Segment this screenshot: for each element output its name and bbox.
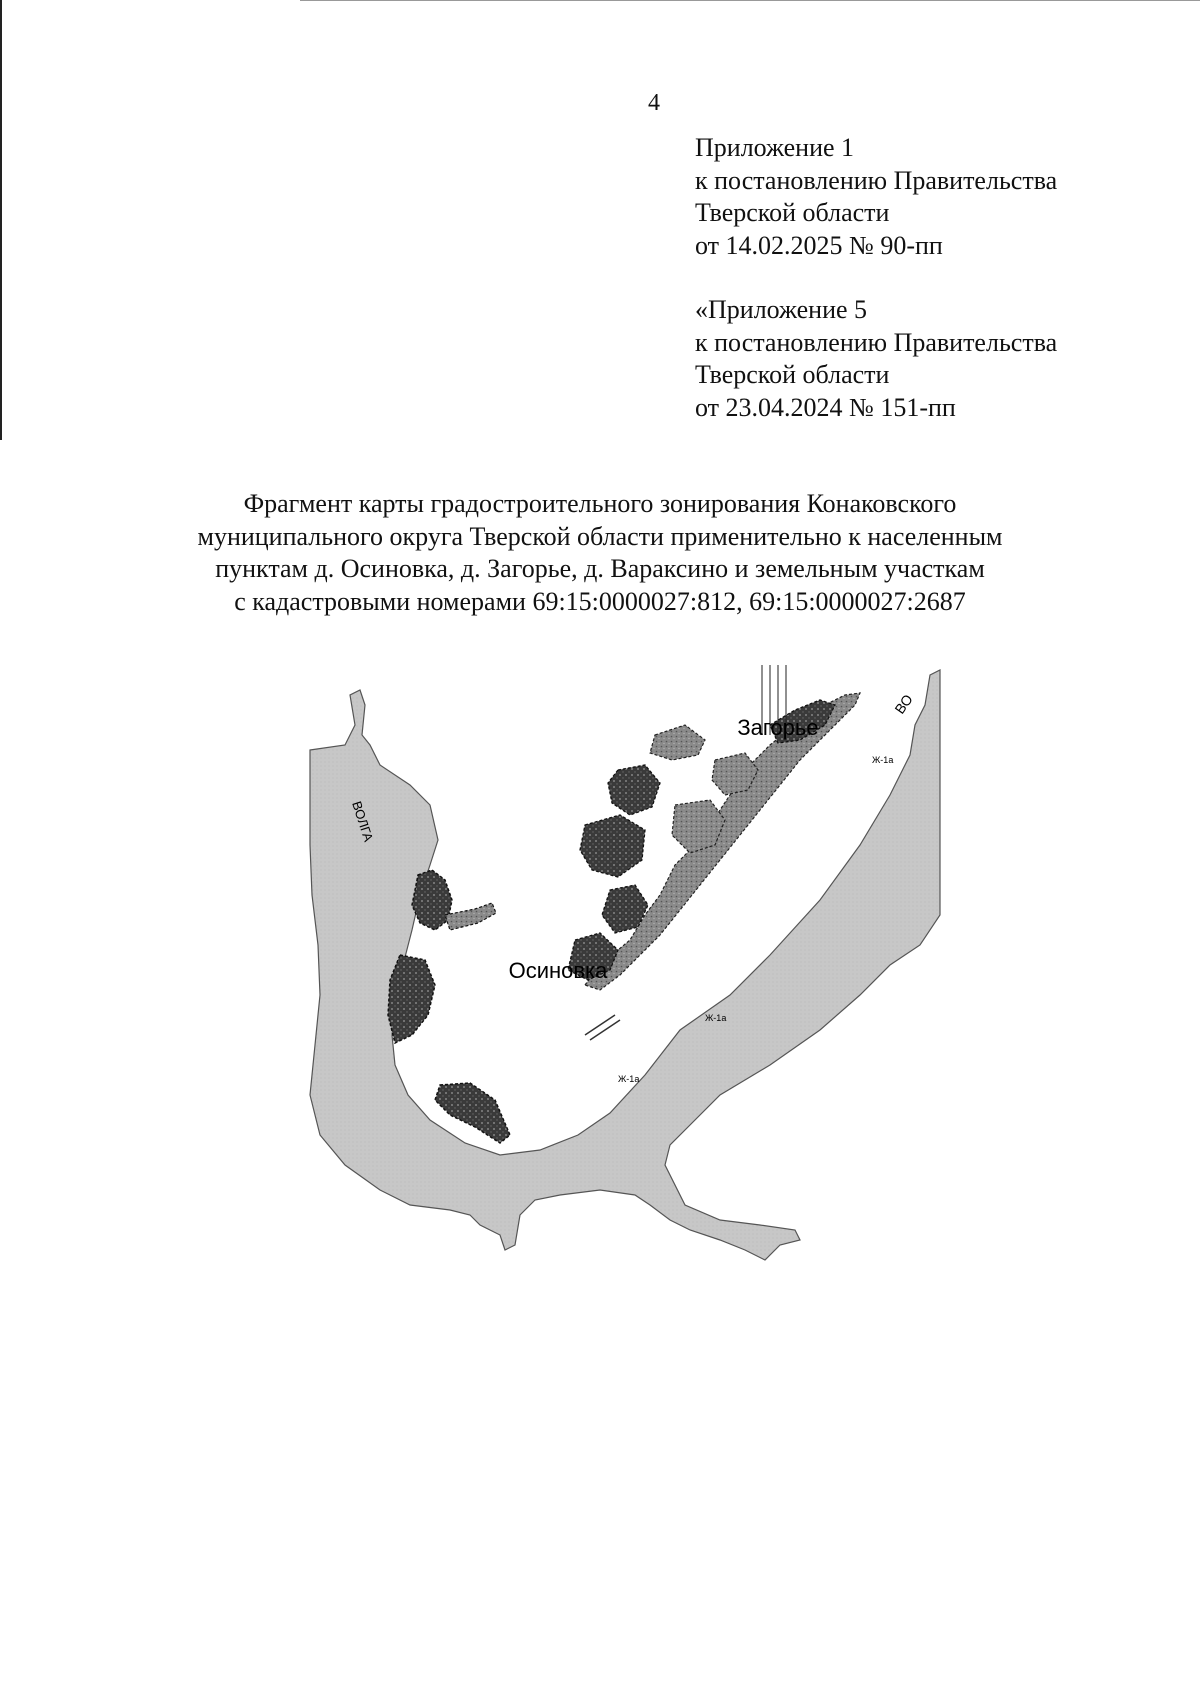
zone-code-label: Ж-1а xyxy=(705,1013,727,1023)
zone-osinovka-south xyxy=(388,955,435,1043)
title-line: пунктам д. Осиновка, д. Загорье, д. Вараксино и земельным участкам xyxy=(215,554,985,583)
settlement-label-osinovka: Осиновка xyxy=(508,958,608,983)
title-line: муниципального округа Тверской области применительно к населенным xyxy=(197,521,1003,551)
zone-code-label: Ж-1а xyxy=(618,1074,640,1084)
appendix-line: «Приложение 5 xyxy=(695,295,868,324)
scan-edge xyxy=(300,0,1200,1)
title-line: с кадастровыми номерами 69:15:0000027:812, 69:15:0000027:2687 xyxy=(234,586,966,616)
appendix-line: к постановлению Правительства xyxy=(695,165,1058,195)
river-label: ВОЛГА xyxy=(349,799,377,844)
appendix-block-2 xyxy=(695,294,1057,424)
zone-east-cluster-2 xyxy=(608,765,660,815)
zone-osinovka-north xyxy=(412,870,452,930)
zoning-map xyxy=(300,665,1000,1395)
document-title xyxy=(150,488,1050,618)
appendix-line: от 14.02.2025 № 90-пп xyxy=(695,230,943,260)
zone-east-cluster-3 xyxy=(580,815,645,877)
zone-east-cluster-1 xyxy=(650,725,705,760)
appendix-line: Тверской области xyxy=(695,360,890,389)
appendix-block-1 xyxy=(695,132,1057,262)
appendix-line: от 23.04.2024 № 151-пп xyxy=(695,392,956,422)
appendix-line: Тверской области xyxy=(695,198,890,227)
river-label-right: ВО xyxy=(891,691,916,717)
appendix-line: к постановлению Правительства xyxy=(695,327,1058,357)
zone-code-label: Ж-1а xyxy=(872,755,894,765)
page-number: 4 xyxy=(648,90,660,116)
appendix-line: Приложение 1 xyxy=(695,133,855,162)
scan-edge xyxy=(0,0,2,440)
zone-osinovka-spur xyxy=(445,903,496,930)
settlement-label-zagorye: Загорье xyxy=(737,715,819,740)
title-line: Фрагмент карты градостроительного зонирования Конаковского xyxy=(243,489,957,518)
pier xyxy=(585,1015,620,1040)
